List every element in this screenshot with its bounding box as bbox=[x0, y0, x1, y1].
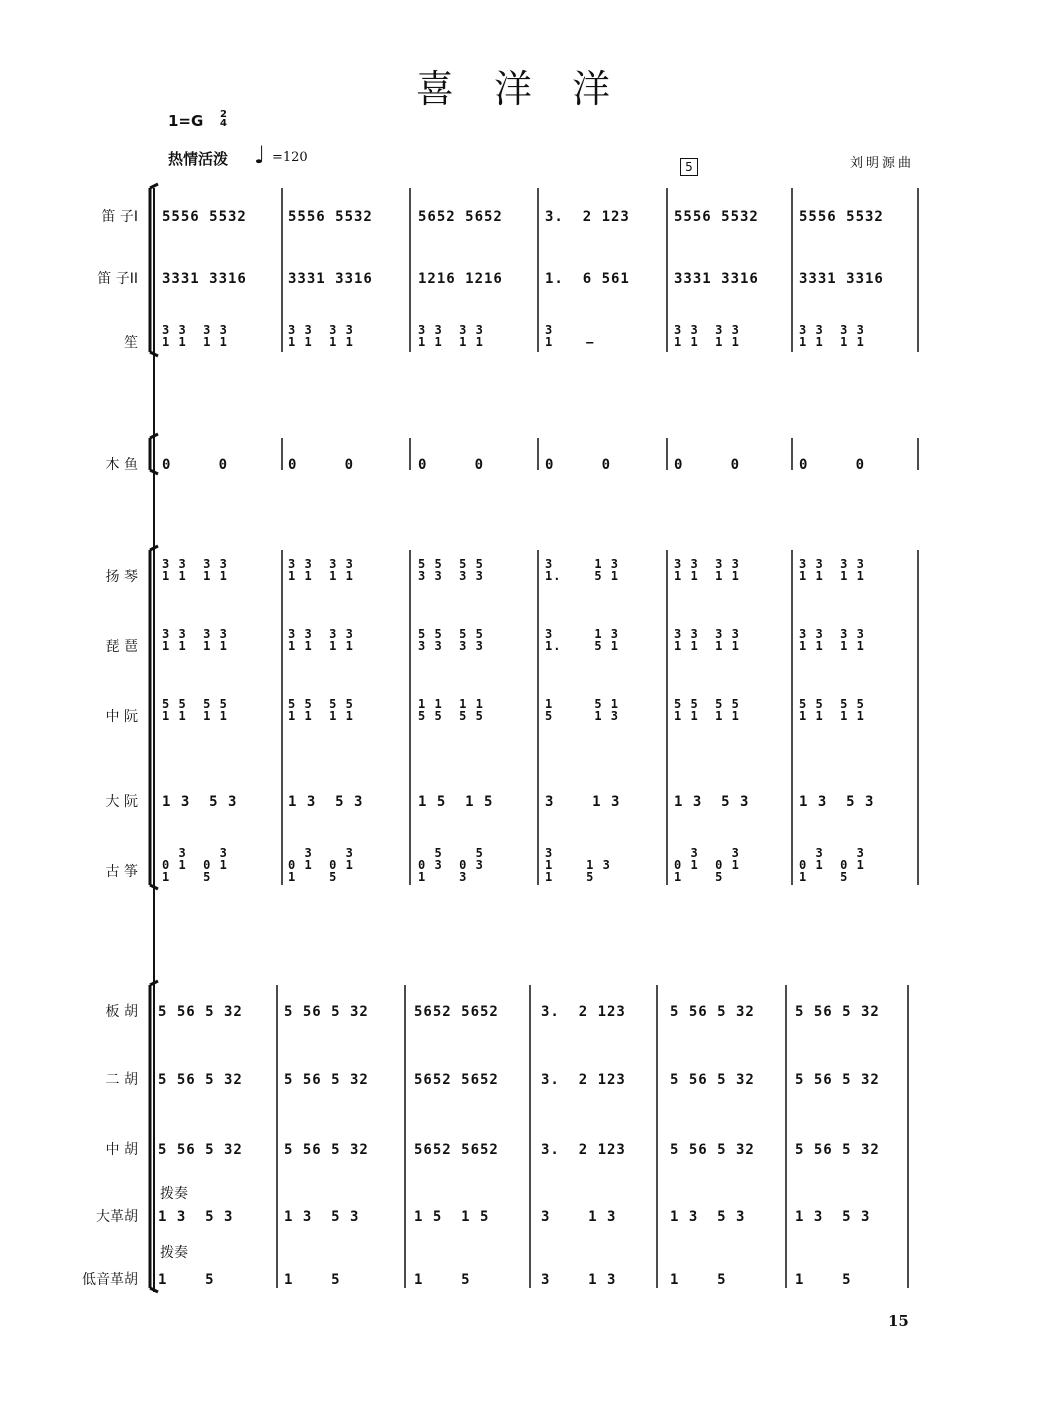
measure: 5 56 5 32 bbox=[795, 1142, 880, 1158]
measure: 3 3 3 3 1 1 1 1 bbox=[162, 627, 228, 653]
measure: 1 3 5 3 bbox=[284, 1209, 360, 1225]
measure: 3 1 3 bbox=[541, 1272, 617, 1288]
measure: 5652 5652 bbox=[414, 1072, 499, 1088]
key-signature: 1=G bbox=[168, 112, 204, 130]
measure: 3 1 3 1. 5 1 bbox=[545, 557, 620, 583]
metronome-mark: =120 bbox=[272, 150, 308, 165]
measure: 1 5 bbox=[670, 1272, 727, 1288]
measure: 3 3 3 3 1 1 1 1 bbox=[288, 627, 354, 653]
measure: 0 0 bbox=[799, 457, 866, 473]
measure: 3 1 1 3 1 5 bbox=[545, 846, 611, 884]
measure: 0 0 bbox=[545, 457, 612, 473]
score-title: 喜 洋 洋 bbox=[415, 67, 625, 111]
measure: 3 3 3 3 1 1 1 1 bbox=[162, 557, 228, 583]
measure: 5556 5532 bbox=[162, 209, 247, 225]
measure: 1 5 1 5 bbox=[418, 794, 494, 810]
measure: 5 5 5 5 1 1 1 1 bbox=[288, 697, 354, 723]
measure: 3 3 0 1 0 1 1 5 bbox=[162, 846, 228, 884]
measure: 5 5 5 5 1 1 1 1 bbox=[162, 697, 228, 723]
quarter-note-icon: ♩ bbox=[254, 141, 266, 169]
instrument-label: 大革胡 bbox=[96, 1209, 138, 1225]
instrument-label: 低音革胡 bbox=[82, 1272, 138, 1288]
measure: 5 56 5 32 bbox=[284, 1142, 369, 1158]
measure: 5 5 5 5 3 3 3 3 bbox=[418, 627, 484, 653]
measure: 5652 5652 bbox=[418, 209, 503, 225]
measure: 3331 3316 bbox=[162, 271, 247, 287]
instrument-label: 扬 琴 bbox=[105, 569, 138, 585]
measure: 3 3 3 3 1 1 1 1 bbox=[674, 557, 740, 583]
measure: 3. 2 123 bbox=[541, 1072, 626, 1088]
measure: 5 56 5 32 bbox=[670, 1142, 755, 1158]
measure: 5 56 5 32 bbox=[795, 1072, 880, 1088]
measure: 5 5 5 5 1 1 1 1 bbox=[799, 697, 865, 723]
measure: 3 3 3 3 1 1 1 1 bbox=[674, 627, 740, 653]
measure: 1 5 bbox=[284, 1272, 341, 1288]
instrument-label: 大 阮 bbox=[105, 794, 138, 810]
measure: 5 56 5 32 bbox=[158, 1142, 243, 1158]
measure: 1. 6 561 bbox=[545, 271, 630, 287]
measure: 3. 2 123 bbox=[545, 209, 630, 225]
measure: 1 5 bbox=[795, 1272, 852, 1288]
measure: 0 0 bbox=[674, 457, 741, 473]
measure: 5556 5532 bbox=[799, 209, 884, 225]
measure: 3 3 0 1 0 1 1 5 bbox=[799, 846, 865, 884]
measure: 3 3 3 3 1 1 1 1 bbox=[162, 323, 228, 349]
instrument-label: 笛 子I bbox=[101, 209, 138, 225]
meter-bottom: 4 bbox=[220, 118, 227, 129]
measure: 5 5 5 5 3 3 3 3 bbox=[418, 557, 484, 583]
measure: 5 56 5 32 bbox=[158, 1072, 243, 1088]
measure: 3 3 3 3 1 1 1 1 bbox=[288, 557, 354, 583]
measure: 5652 5652 bbox=[414, 1004, 499, 1020]
measure: 5652 5652 bbox=[414, 1142, 499, 1158]
instrument-label: 琵 琶 bbox=[105, 639, 138, 655]
measure: 1 3 5 3 bbox=[670, 1209, 746, 1225]
measure: 3. 2 123 bbox=[541, 1142, 626, 1158]
measure: 3 1 – bbox=[545, 323, 595, 349]
measure: 1 3 5 3 bbox=[158, 1209, 234, 1225]
tempo-marking: 热情活泼 bbox=[168, 150, 229, 168]
measure: 5 56 5 32 bbox=[670, 1072, 755, 1088]
instrument-label: 笛 子II bbox=[97, 271, 138, 287]
measure: 3 1 3 1. 5 1 bbox=[545, 627, 620, 653]
measure: 5 5 5 5 1 1 1 1 bbox=[674, 697, 740, 723]
measure: 3. 2 123 bbox=[541, 1004, 626, 1020]
measure: 3 3 3 3 1 1 1 1 bbox=[799, 557, 865, 583]
instrument-label: 二 胡 bbox=[105, 1072, 138, 1088]
measure: 3 3 3 3 1 1 1 1 bbox=[799, 627, 865, 653]
measure: 5 56 5 32 bbox=[158, 1004, 243, 1020]
measure: 3 3 3 3 1 1 1 1 bbox=[418, 323, 484, 349]
measure: 3331 3316 bbox=[799, 271, 884, 287]
measure: 1 3 5 3 bbox=[674, 794, 750, 810]
measure: 1 3 5 3 bbox=[162, 794, 238, 810]
measure: 5 5 0 3 0 3 1 3 bbox=[418, 846, 484, 884]
instrument-label: 板 胡 bbox=[105, 1004, 138, 1020]
measure: 1216 1216 bbox=[418, 271, 503, 287]
measure: 1 5 1 5 bbox=[414, 1209, 490, 1225]
measure: 3 3 3 3 1 1 1 1 bbox=[674, 323, 740, 349]
measure: 5 56 5 32 bbox=[284, 1004, 369, 1020]
measure: 1 3 5 3 bbox=[795, 1209, 871, 1225]
meter-top: 2 bbox=[220, 109, 227, 120]
composer-credit: 刘明源曲 bbox=[850, 156, 915, 171]
measure: 3331 3316 bbox=[288, 271, 373, 287]
measure: 5 56 5 32 bbox=[284, 1072, 369, 1088]
measure: 1 3 5 3 bbox=[288, 794, 364, 810]
measure: 3 3 3 3 1 1 1 1 bbox=[799, 323, 865, 349]
measure: 3 1 3 bbox=[541, 1209, 617, 1225]
measure: 5556 5532 bbox=[674, 209, 759, 225]
instrument-label: 中 胡 bbox=[105, 1142, 138, 1158]
measure: 0 0 bbox=[288, 457, 355, 473]
measure: 5556 5532 bbox=[288, 209, 373, 225]
playing-technique-label: 拨奏 bbox=[160, 1186, 188, 1202]
measure: 3 3 3 3 1 1 1 1 bbox=[288, 323, 354, 349]
measure: 5 56 5 32 bbox=[670, 1004, 755, 1020]
measure: 1 1 1 1 5 5 5 5 bbox=[418, 697, 484, 723]
measure: 1 3 5 3 bbox=[799, 794, 875, 810]
measure: 1 5 bbox=[158, 1272, 215, 1288]
page-number: 15 bbox=[888, 1312, 909, 1330]
measure: 1 5 bbox=[414, 1272, 471, 1288]
measure: 5 56 5 32 bbox=[795, 1004, 880, 1020]
playing-technique-label: 拨奏 bbox=[160, 1245, 188, 1261]
measure: 3 3 0 1 0 1 1 5 bbox=[674, 846, 740, 884]
instrument-label: 木 鱼 bbox=[105, 457, 138, 473]
instrument-label: 古 筝 bbox=[105, 864, 138, 880]
measure: 1 5 1 5 1 3 bbox=[545, 697, 620, 723]
instrument-label: 中 阮 bbox=[105, 709, 138, 725]
measure: 0 0 bbox=[162, 457, 229, 473]
measure: 3 3 0 1 0 1 1 5 bbox=[288, 846, 354, 884]
measure: 3 1 3 bbox=[545, 794, 621, 810]
measure: 0 0 bbox=[418, 457, 485, 473]
instrument-label: 笙 bbox=[124, 335, 138, 351]
rehearsal-mark: 5 bbox=[680, 158, 698, 176]
measure: 3331 3316 bbox=[674, 271, 759, 287]
